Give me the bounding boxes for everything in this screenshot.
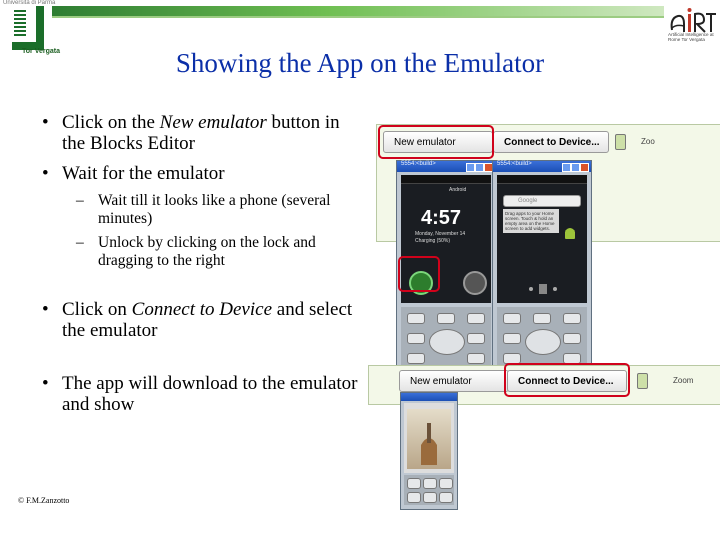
- subbullet-unlock: [76, 234, 338, 270]
- call-key[interactable]: [407, 492, 421, 503]
- dash-icon: –: [76, 192, 84, 209]
- bell-image-icon: [407, 409, 451, 469]
- emulator-keypad: [404, 475, 454, 505]
- end-key[interactable]: [467, 333, 485, 344]
- volume-key[interactable]: [407, 353, 425, 364]
- close-icon[interactable]: [580, 163, 589, 172]
- bullet-text: and select the emulator: [62, 299, 353, 341]
- bullet-text: The app will download to the emulator and show: [62, 373, 358, 415]
- bullet-download: [42, 373, 362, 415]
- bullet-dot-icon: •: [42, 299, 49, 320]
- home-key[interactable]: [407, 313, 425, 324]
- emulator-title: 5554:<build>: [401, 161, 436, 167]
- lock-clock: 4:57: [421, 207, 462, 229]
- dpad[interactable]: [525, 329, 561, 355]
- carrier-label: Android: [449, 187, 467, 193]
- back-key[interactable]: [439, 478, 453, 489]
- bullet-text: button in the Blocks Editor: [62, 112, 340, 154]
- new-emulator-button[interactable]: New emulator: [399, 370, 509, 392]
- bullet-emphasis: New emulator: [159, 112, 267, 133]
- emulator-title: 5554:<build>: [497, 161, 532, 167]
- emulator-keypad: [401, 307, 491, 367]
- home-tip: Drag apps to your Home screen. Touch & hold an empty area on the Home screen to add widgets.: [503, 209, 559, 233]
- menu-key[interactable]: [533, 313, 551, 324]
- app-photo: [407, 409, 451, 469]
- back-key[interactable]: [563, 313, 581, 324]
- bullet-new-emulator: [42, 112, 362, 154]
- menu-key[interactable]: [437, 313, 455, 324]
- zoom-label: Zoo: [641, 137, 655, 146]
- lab-caption: Artificial Intelligence at Rome Tor Vergata: [668, 32, 714, 42]
- new-emulator-highlight: [378, 125, 494, 159]
- bullet-emphasis: Connect to Device: [131, 299, 273, 320]
- lock-date: Monday, November 14: [415, 231, 466, 237]
- bullet-dot-icon: •: [42, 373, 49, 394]
- emulator-window-home[interactable]: [492, 160, 592, 372]
- minimize-icon[interactable]: [466, 163, 475, 172]
- call-key[interactable]: [407, 333, 425, 344]
- bullet-dot-icon: •: [42, 163, 49, 184]
- google-search-bar[interactable]: Google: [503, 195, 581, 207]
- slide-title: Showing the App on the Emulator: [175, 48, 545, 78]
- phone-icon[interactable]: [615, 134, 626, 150]
- home-key[interactable]: [503, 313, 521, 324]
- bullet-text: Click on the: [62, 112, 160, 133]
- connect-to-device-button[interactable]: Connect to Device...: [493, 131, 609, 153]
- dpad[interactable]: [429, 329, 465, 355]
- emulator-screen[interactable]: [404, 403, 454, 473]
- connect-to-device-button[interactable]: Connect to Device...: [507, 370, 627, 392]
- lock-status: Charging (50%): [415, 238, 451, 244]
- dash-icon: –: [76, 234, 84, 251]
- lock-highlight: [398, 256, 440, 292]
- bullet-text: Click on: [62, 299, 132, 320]
- camera-key[interactable]: [467, 353, 485, 364]
- launcher-dock-icon[interactable]: [525, 281, 561, 297]
- university-caption: Università di Parma: [3, 0, 56, 6]
- emulator-titlebar: [401, 393, 457, 401]
- bullet-wait: [42, 163, 362, 184]
- maximize-icon[interactable]: [475, 163, 484, 172]
- android-icon: [561, 225, 579, 243]
- subbullet-text: Unlock by clicking on the lock and dragging to the right: [98, 234, 316, 269]
- connect-to-device-highlight: [504, 363, 630, 397]
- emulator-screen[interactable]: [497, 175, 587, 303]
- emulator-keypad: [497, 307, 587, 367]
- slide-footer: © F.M.Zanzotto: [18, 496, 70, 505]
- status-bar: [401, 175, 491, 184]
- bullet-dot-icon: •: [42, 112, 49, 133]
- status-bar: [497, 175, 587, 184]
- minimize-icon[interactable]: [562, 163, 571, 172]
- university-tag: Tor Vergata: [22, 48, 60, 55]
- new-emulator-button[interactable]: New emulator: [383, 131, 493, 153]
- subbullet-text: Wait till it looks like a phone (several minutes): [98, 192, 331, 227]
- home-key[interactable]: [407, 478, 421, 489]
- sound-icon[interactable]: [463, 271, 487, 295]
- end-key[interactable]: [439, 492, 453, 503]
- call-key[interactable]: [503, 333, 521, 344]
- subbullet-wait-phone: [76, 192, 338, 228]
- maximize-icon[interactable]: [571, 163, 580, 172]
- zoom-label: Zoom: [673, 376, 694, 385]
- end-key[interactable]: [563, 333, 581, 344]
- menu-key[interactable]: [423, 478, 437, 489]
- bullet-connect: [42, 299, 362, 341]
- back-key[interactable]: [467, 313, 485, 324]
- phone-icon[interactable]: [637, 373, 648, 389]
- header-band: [52, 6, 664, 16]
- emulator-window-app[interactable]: [400, 392, 458, 510]
- dpad[interactable]: [423, 492, 437, 503]
- bullet-text: Wait for the emulator: [62, 163, 225, 184]
- emulator-titlebar: [493, 161, 591, 172]
- emulator-titlebar: [397, 161, 495, 172]
- header-band-line: [52, 16, 664, 18]
